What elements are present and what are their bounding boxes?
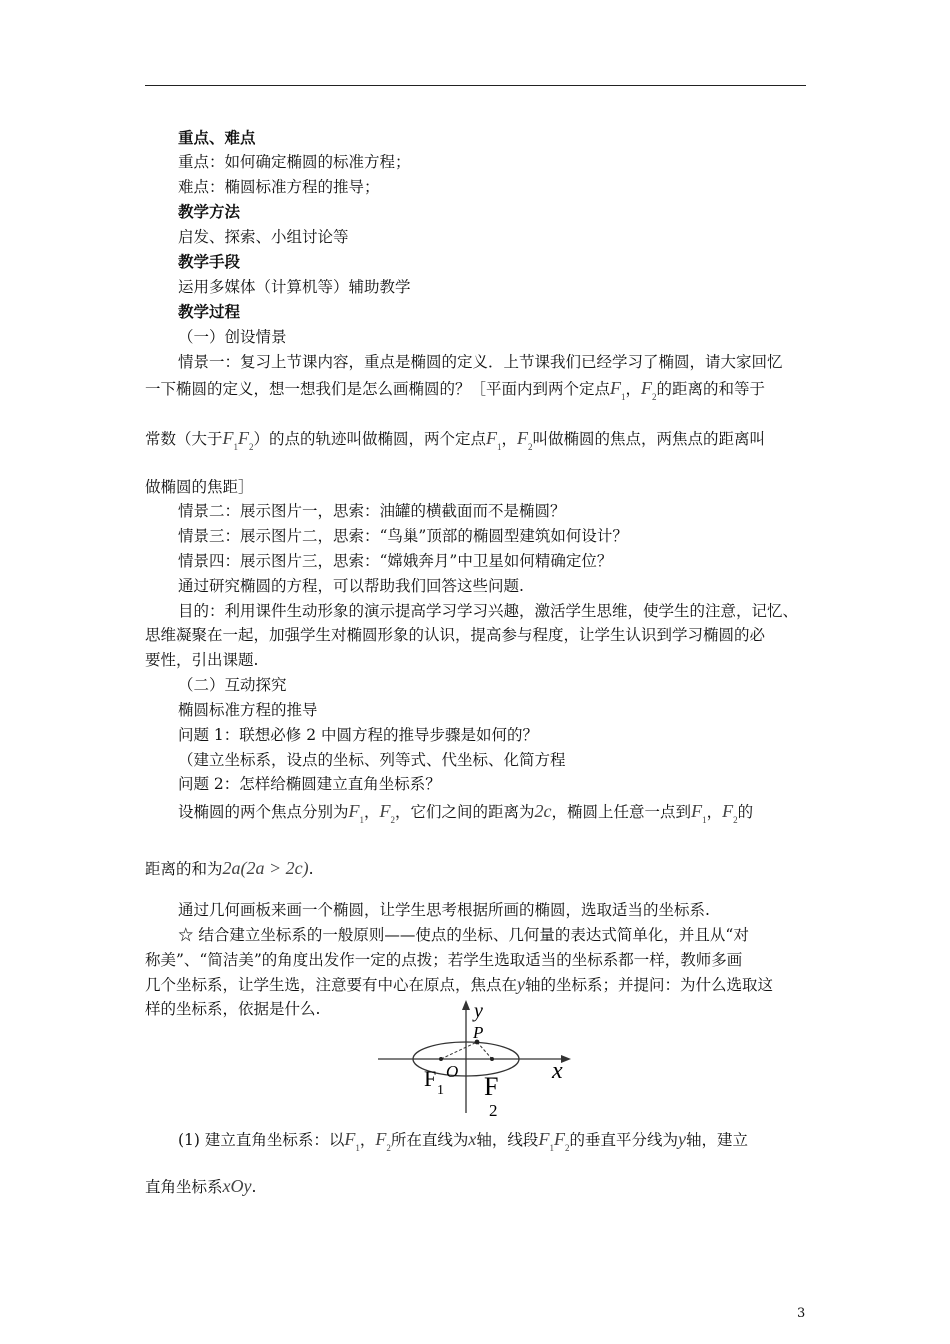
star-line3-text: 几个坐标系，让学生选，注意要有中心在原点，焦点在: [145, 976, 518, 994]
establish-line1-tail: 轴，建立: [685, 1131, 748, 1149]
label-y: y: [474, 1000, 483, 1022]
segment-f1f2: $F_1F_2$: [538, 1129, 570, 1153]
separator: ，: [364, 803, 380, 821]
foci-line1-tail: 的: [737, 803, 754, 821]
scene1-line2: [145, 378, 765, 401]
line-p-f2: [477, 1042, 492, 1059]
foci-line2-text: 距离的和为: [145, 860, 223, 878]
focus-f1: $F_1$: [486, 428, 502, 452]
heading-means: 教学手段: [178, 252, 241, 271]
focus-f1: $F_1$: [610, 378, 626, 402]
question2: 问题 2：怎样给椭圆建立直角坐标系？: [178, 775, 441, 793]
focus-f2-point: [490, 1057, 494, 1061]
establish-line2-text: 直角坐标系: [145, 1178, 223, 1196]
scene1-line2-text: 一下椭圆的定义，想一想我们是怎么画椭圆的？［平面内到两个定点: [145, 380, 611, 398]
focus-f2: $F_2$: [375, 1129, 391, 1153]
segment-f1f2: $F_1F_2$: [222, 428, 254, 452]
label-f2-sub: 2: [489, 1101, 498, 1118]
label-o: O: [446, 1062, 459, 1081]
establish-line1-mid2: 轴，线段: [476, 1131, 539, 1149]
section1-title: （一）创设情景: [178, 328, 287, 346]
purpose-line2: 思维凝聚在一起，加强学生对椭圆形象的认识，提高参与程度，让学生认识到学习椭圆的必: [145, 626, 766, 644]
focus-f2: $F_2$: [517, 428, 533, 452]
scene1-line4: 做椭圆的焦距］: [145, 478, 254, 496]
focus-f1: $F_1$: [348, 801, 365, 825]
focus-f1-point: [439, 1057, 443, 1061]
separator: ，: [625, 380, 642, 398]
label-f2: F: [484, 1072, 499, 1101]
establish-line2: 直角坐标系xOy.: [145, 1176, 257, 1196]
section2-title: （二）互动探究: [178, 676, 287, 694]
ellipse-figure: [370, 998, 580, 1118]
question1: 问题 1：联想必修 2 中圆方程的推导步骤是如何的？: [178, 726, 539, 744]
focus-f2: $F_2$: [379, 801, 396, 825]
label-f1-sub: 1: [437, 1083, 444, 1098]
key-point: 重点：如何确定椭圆的标准方程；: [178, 153, 411, 171]
var-y: y: [677, 1129, 686, 1149]
star-line3-tail: 轴的坐标系；并提问：为什么选取这: [525, 976, 774, 994]
label-f1: F: [424, 1066, 437, 1091]
establish-line1: [178, 1129, 748, 1152]
focus-f2: $F_2$: [722, 801, 738, 825]
star-line4: 样的坐标系，依据是什么.: [145, 1000, 321, 1018]
star-line3: [145, 974, 773, 995]
foci-line1: [178, 801, 753, 824]
scene1-line3: [145, 428, 765, 451]
focus-f1: $F_1$: [344, 1129, 360, 1153]
star-line1: ☆ 结合建立坐标系的一般原则——使点的坐标、几何量的表达式简单化，并且从“对: [178, 926, 749, 944]
means-text: 运用多媒体（计算机等）辅助教学: [178, 278, 411, 296]
separator: ，: [359, 1131, 376, 1149]
label-p: P: [473, 1023, 484, 1042]
purpose-line3: 要性，引出课题.: [145, 651, 259, 669]
heading-methods: 教学方法: [178, 202, 241, 221]
y-axis-arrow: [462, 1000, 470, 1010]
derivation-title: 椭圆标准方程的推导: [178, 701, 318, 719]
foci-line1-mid: ，它们之间的距离为: [395, 803, 535, 821]
heading-process: 教学过程: [178, 302, 241, 321]
board-line: 通过几何画板来画一个椭圆，让学生思考根据所画的椭圆，选取适当的坐标系.: [178, 901, 710, 919]
foci-line1-text: 设椭圆的两个焦点分别为: [178, 803, 349, 821]
establish-line1-mid3: 的垂直平分线为: [569, 1131, 678, 1149]
study-line: 通过研究椭圆的方程，可以帮助我们回答这些问题.: [178, 577, 524, 595]
focus-f2: $F_2$: [641, 378, 657, 402]
difficult-point: 难点：椭圆标准方程的推导；: [178, 178, 380, 196]
coordinate-system-xoy: xOy: [222, 1176, 252, 1196]
line-f1-p: [441, 1042, 477, 1059]
heading-keypoints: 重点、难点: [178, 128, 256, 147]
distance-2c: 2c: [534, 801, 552, 821]
scene1-line2-tail: 的距离的和等于: [656, 380, 766, 398]
star-line2: 称美”、“简洁美”的角度出发作一定的点拨；若学生选取适当的坐标系都一样，教师多画: [145, 951, 743, 969]
purpose-line1: 目的：利用课件生动形象的演示提高学习学习兴趣，激活学生思维，使学生的注意，记忆、: [178, 602, 799, 620]
label-x: x: [552, 1058, 563, 1084]
establish-line1-text: (1) 建立直角坐标系：以: [178, 1131, 345, 1149]
methods-text: 启发、探索、小组讨论等: [178, 228, 349, 246]
separator: ，: [706, 803, 723, 821]
scene1-line3-text: 常数（大于: [145, 430, 223, 448]
header-rule: [145, 85, 806, 86]
var-y: y: [517, 974, 526, 994]
establish-line1-mid: 所在直线为: [390, 1131, 469, 1149]
scene3: 情景三：展示图片二，思索：“鸟巢”顶部的椭圆型建筑如何设计？: [178, 527, 628, 545]
separator: ，: [501, 430, 518, 448]
scene1-line1: 情景一：复习上节课内容，重点是椭圆的定义．上节课我们已经学习了椭圆，请大家回忆: [178, 353, 783, 371]
foci-line2: 距离的和为2a(2a > 2c).: [145, 858, 314, 878]
focus-f1: $F_1$: [691, 801, 707, 825]
scene2: 情景二：展示图片一，思索：油罐的横截面而不是椭圆？: [178, 502, 566, 520]
foci-line1-mid2: ，椭圆上任意一点到: [551, 803, 692, 821]
page-number: 3: [797, 1306, 806, 1321]
scene1-line3-mid: ）的点的轨迹叫做椭圆，两个定点: [253, 430, 487, 448]
question1-answer: （建立坐标系，设点的坐标、列等式、代坐标、化简方程: [178, 751, 566, 769]
sum-expression: 2a(2a > 2c): [222, 858, 309, 878]
scene4: 情景四：展示图片三，思索：“嫦娥奔月”中卫星如何精确定位？: [178, 552, 613, 570]
scene1-line3-tail: 叫做椭圆的焦点，两焦点的距离叫: [532, 430, 766, 448]
var-x: x: [468, 1129, 477, 1149]
